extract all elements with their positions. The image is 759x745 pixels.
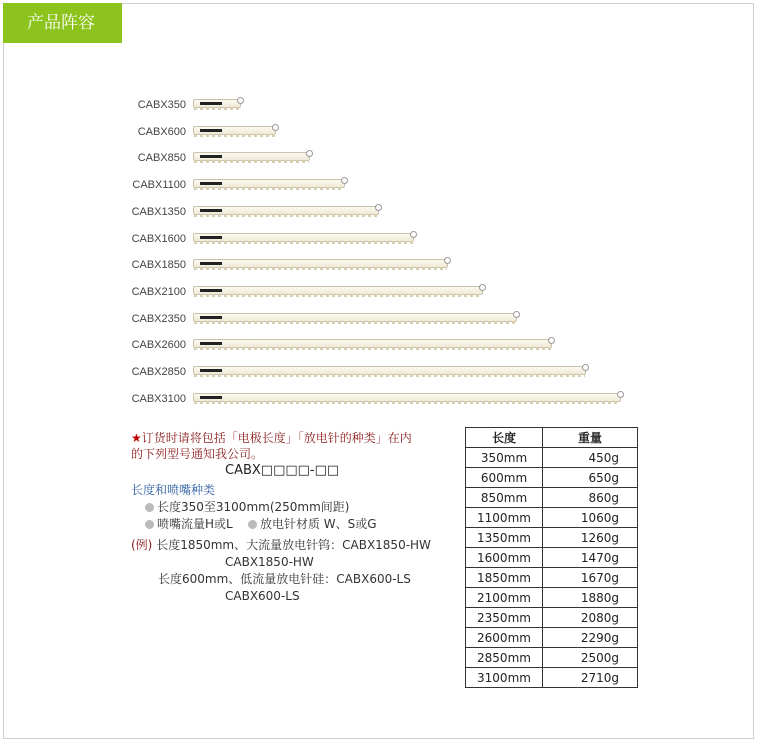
electrode-bar-image	[193, 99, 241, 108]
model-label: CABX2100	[131, 285, 186, 298]
model-code-format: CABX□□□□-□□	[225, 463, 340, 478]
end-cap-icon	[272, 124, 279, 131]
example-1-code: CABX1850-HW	[225, 555, 314, 569]
product-tag-icon	[200, 369, 222, 372]
model-label: CABX2350	[131, 312, 186, 325]
table-row	[466, 528, 638, 548]
example-2-code: CABX600-LS	[225, 589, 300, 603]
product-tag-icon	[200, 102, 222, 105]
example-label: (例)	[131, 538, 153, 552]
table-row	[466, 568, 638, 588]
length-cell: 600mm	[466, 468, 543, 488]
nozzle-teeth	[194, 134, 275, 137]
product-tag-icon	[200, 182, 222, 185]
electrode-bar-image	[193, 126, 276, 135]
table-row	[466, 668, 638, 688]
model-label: CABX1850	[131, 259, 186, 272]
model-label: CABX1350	[131, 205, 186, 218]
length-option	[145, 499, 461, 516]
weight-cell: 2290g	[543, 628, 638, 648]
weight-cell: 1260g	[543, 528, 638, 548]
product-tag-icon	[200, 342, 222, 345]
electrode-bar-image	[193, 259, 448, 268]
model-label: CABX1600	[131, 232, 186, 245]
electrode-bar-image	[193, 233, 414, 242]
electrode-bar-image	[193, 366, 586, 375]
nozzle-teeth	[194, 401, 620, 404]
table-row	[466, 468, 638, 488]
table-row	[466, 488, 638, 508]
length-cell: 850mm	[466, 488, 543, 508]
model-label: CABX1100	[132, 179, 186, 192]
electrode-bar-image	[193, 206, 379, 215]
length-cell: 1100mm	[466, 508, 543, 528]
weight-cell: 2500g	[543, 648, 638, 668]
electrode-bar-image	[193, 339, 552, 348]
nozzle-teeth	[194, 294, 482, 297]
example-1-text: 长度1850mm、大流量放电针钨：CABX1850-HW	[156, 538, 431, 552]
table-row	[466, 548, 638, 568]
weight-cell: 650g	[543, 468, 638, 488]
weight-cell: 2080g	[543, 608, 638, 628]
length-cell: 2100mm	[466, 588, 543, 608]
table-row	[466, 588, 638, 608]
weight-cell: 1670g	[543, 568, 638, 588]
nozzle-teeth	[194, 241, 413, 244]
product-tag-icon	[200, 129, 222, 132]
nozzle-teeth	[194, 321, 516, 324]
order-line-1: 订货时请将包括「电极长度」「放电针的种类」在内	[141, 431, 412, 445]
nozzle-teeth	[194, 107, 240, 110]
end-cap-icon	[341, 177, 348, 184]
nozzle-teeth	[194, 267, 447, 270]
length-cell: 2350mm	[466, 608, 543, 628]
product-tag-icon	[200, 396, 222, 399]
star-icon: ★	[131, 431, 142, 445]
length-cell: 350mm	[466, 448, 543, 468]
nozzle-teeth	[194, 160, 309, 163]
model-label: CABX2600	[131, 339, 186, 352]
model-label: CABX2850	[131, 366, 186, 378]
order-notes	[131, 430, 461, 605]
nozzle-teeth	[194, 214, 378, 217]
length-cell: 1350mm	[466, 528, 543, 548]
section-tab[interactable]: 产品阵容	[3, 3, 122, 43]
length-cell: 3100mm	[466, 668, 543, 688]
length-cell: 2850mm	[466, 648, 543, 668]
weight-cell: 450g	[543, 448, 638, 468]
nozzle-option	[145, 516, 461, 533]
nozzle-option-text: 喷嘴流量H或L	[157, 517, 233, 531]
weight-cell: 1470g	[543, 548, 638, 568]
weight-cell: 1880g	[543, 588, 638, 608]
model-label: CABX600	[137, 125, 186, 138]
end-cap-icon	[479, 284, 486, 291]
product-tag-icon	[200, 316, 222, 319]
length-cell: 1600mm	[466, 548, 543, 568]
table-row	[466, 448, 638, 468]
nozzle-teeth	[194, 374, 585, 377]
table-body	[466, 448, 638, 688]
weight-cell: 1060g	[543, 508, 638, 528]
bullet-dot-icon	[145, 503, 154, 512]
weight-cell: 2710g	[543, 668, 638, 688]
table-row	[466, 608, 638, 628]
nozzle-teeth	[194, 187, 344, 190]
electrode-bar-image	[193, 179, 345, 188]
end-cap-icon	[617, 391, 624, 398]
table-row	[466, 648, 638, 668]
column-header-length: 长度	[466, 428, 543, 448]
electrode-bar-image	[193, 286, 483, 295]
table-header-row	[466, 428, 638, 448]
bullet-dot-icon	[248, 520, 257, 529]
order-line-2: 的下列型号通知我公司。	[131, 447, 264, 461]
electrode-bar-image	[193, 393, 621, 402]
product-tag-icon	[200, 236, 222, 239]
length-option-text: 长度350至3100mm(250mm间距)	[157, 500, 350, 514]
column-header-weight: 重量	[543, 428, 638, 448]
product-tag-icon	[200, 289, 222, 292]
electrode-bar-image	[193, 152, 310, 161]
model-label: CABX850	[137, 152, 186, 165]
length-cell: 2600mm	[466, 628, 543, 648]
model-label: CABX3100	[131, 392, 186, 405]
order-instruction	[131, 430, 461, 462]
weight-table	[465, 427, 638, 688]
product-tag-icon	[200, 155, 222, 158]
electrode-bar-image	[193, 313, 517, 322]
nozzle-teeth	[194, 347, 551, 350]
example-2-text: 长度600mm、低流量放电针硅：CABX600-LS	[158, 572, 411, 586]
end-cap-icon	[410, 231, 417, 238]
table-row	[466, 508, 638, 528]
needle-option-text: 放电针材质 W、S或G	[259, 517, 377, 531]
table-row	[466, 628, 638, 648]
product-tag-icon	[200, 209, 222, 212]
bullet-dot-icon	[145, 520, 154, 529]
model-label: CABX350	[137, 99, 186, 111]
product-tag-icon	[200, 262, 222, 265]
length-cell: 1850mm	[466, 568, 543, 588]
weight-cell: 860g	[543, 488, 638, 508]
options-subtitle: 长度和喷嘴种类	[131, 483, 216, 497]
example-1	[131, 537, 461, 554]
